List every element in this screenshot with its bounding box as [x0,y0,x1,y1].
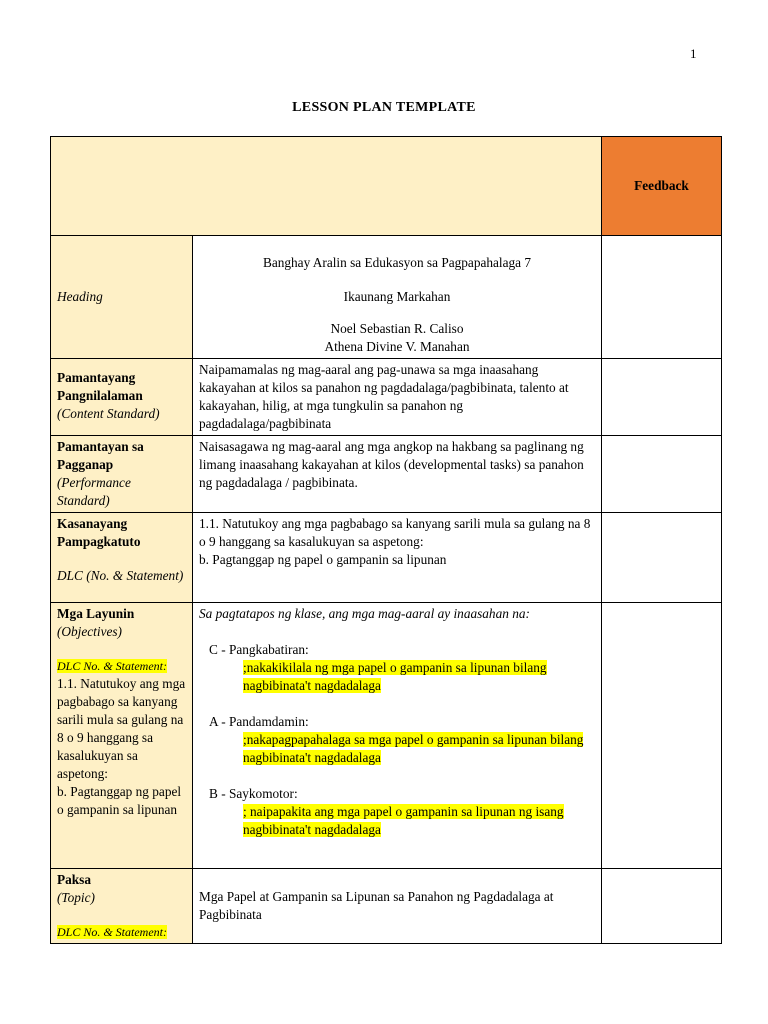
feedback-header: Feedback [602,137,722,236]
heading-label-cell [51,236,193,359]
feedback-cell-competency [602,513,722,603]
objectives-dlc-line-2: b. Pagtanggap ng papel o gampanin sa lipunan [57,784,182,817]
header-blank-cell [51,137,602,236]
competency-line-2: b. Pagtanggap ng papel o gampanin sa lipunan [199,552,447,567]
objectives-dlc-line-1: 1.1. Natutukoy ang mga pagbabago sa kanyang sarili mula sa gulang na 8 o 9 hanggang sa kasalukuyan sa aspetong: [57,676,186,781]
feedback-cell-objectives [602,603,722,869]
lesson-plan-table [50,136,722,944]
competency-sublabel: DLC (No. & Statement) [57,568,184,583]
feedback-cell-heading [602,236,722,359]
objectives-row [51,603,722,869]
feedback-cell-performance-standard [602,436,722,513]
content-standard-row [51,359,722,436]
content-standard-label: Pamantayang Pangnilalaman [57,370,143,403]
competency-row [51,513,722,603]
competency-label-cell [51,513,193,603]
objective-b-detail: ; naipapakita ang mga papel o gampanin sa lipunan ng isang nagbibinata't nagdadalaga [243,804,564,837]
table-header-row [51,137,722,236]
topic-text: Mga Papel at Gampanin sa Lipunan sa Panahon ng Pagdadalaga at Pagbibinata [193,869,602,944]
objectives-label-cell [51,603,193,869]
topic-label: Paksa [57,872,91,887]
performance-standard-text: Naisasagawa ng mag-aaral ang mga angkop na hakbang sa paglinang ng limang inaasahang kakayahan at kilos (developmental tasks) sa panahon ng pagdadalaga / pagbibinata. [193,436,602,513]
performance-standard-sublabel: (Performance Standard) [57,475,131,508]
objectives-intro: Sa pagtatapos ng klase, ang mga mag-aaral ay inaasahan na: [199,606,530,621]
objective-c-detail: ;nakakikilala ng mga papel o gampanin sa lipunan bilang nagbibinata't nagdadalaga [243,660,547,693]
page-number: 1 [690,46,697,61]
objective-c-heading: C - Pangkabatiran: [209,642,309,657]
heading-line-4: Athena Divine V. Manahan [324,339,470,354]
performance-standard-label: Pamantayan sa Pagganap [57,439,144,472]
performance-standard-row [51,436,722,513]
topic-sublabel: (Topic) [57,890,95,905]
objective-a-detail: ;nakapagpapahalaga sa mga papel o gampanin sa lipunan bilang nagbibinata't nagdadalaga [243,732,584,765]
feedback-cell-content-standard [602,359,722,436]
heading-line-2: Ikaunang Markahan [343,289,451,304]
topic-row [51,869,722,944]
competency-content-cell [193,513,602,603]
objectives-dlc-label: DLC No. & Statement: [57,659,167,673]
heading-label: Heading [57,289,103,304]
content-standard-sublabel: (Content Standard) [57,406,160,421]
topic-dlc-label: DLC No. & Statement: [57,925,167,939]
objective-b-heading: B - Saykomotor: [209,786,298,801]
competency-label: Kasanayang Pampagkatuto [57,516,141,549]
heading-line-3: Noel Sebastian R. Caliso [330,321,464,336]
topic-label-cell [51,869,193,944]
objective-a-heading: A - Pandamdamin: [209,714,309,729]
heading-row [51,236,722,359]
objectives-label: Mga Layunin [57,606,135,621]
performance-standard-label-cell [51,436,193,513]
content-standard-label-cell [51,359,193,436]
competency-line-1: 1.1. Natutukoy ang mga pagbabago sa kanyang sarili mula sa gulang na 8 o 9 hanggang sa kasalukuyan sa aspetong: [199,516,591,549]
objectives-sublabel: (Objectives) [57,624,122,639]
heading-line-1: Banghay Aralin sa Edukasyon sa Pagpapahalaga 7 [262,255,532,270]
objectives-content-cell [193,603,602,869]
feedback-cell-topic [602,869,722,944]
heading-content-cell [193,236,602,359]
content-standard-text: Naipamamalas ng mag-aaral ang pag-unawa sa mga inaasahang kakayahan at kilos sa panahon ng pagdadalaga/pagbibinata, talento at kakayahan, hilig, at mga tungkulin sa panahon ng pagdadalaga/pagbibinata [193,359,602,436]
document-title: LESSON PLAN TEMPLATE [292,100,476,115]
